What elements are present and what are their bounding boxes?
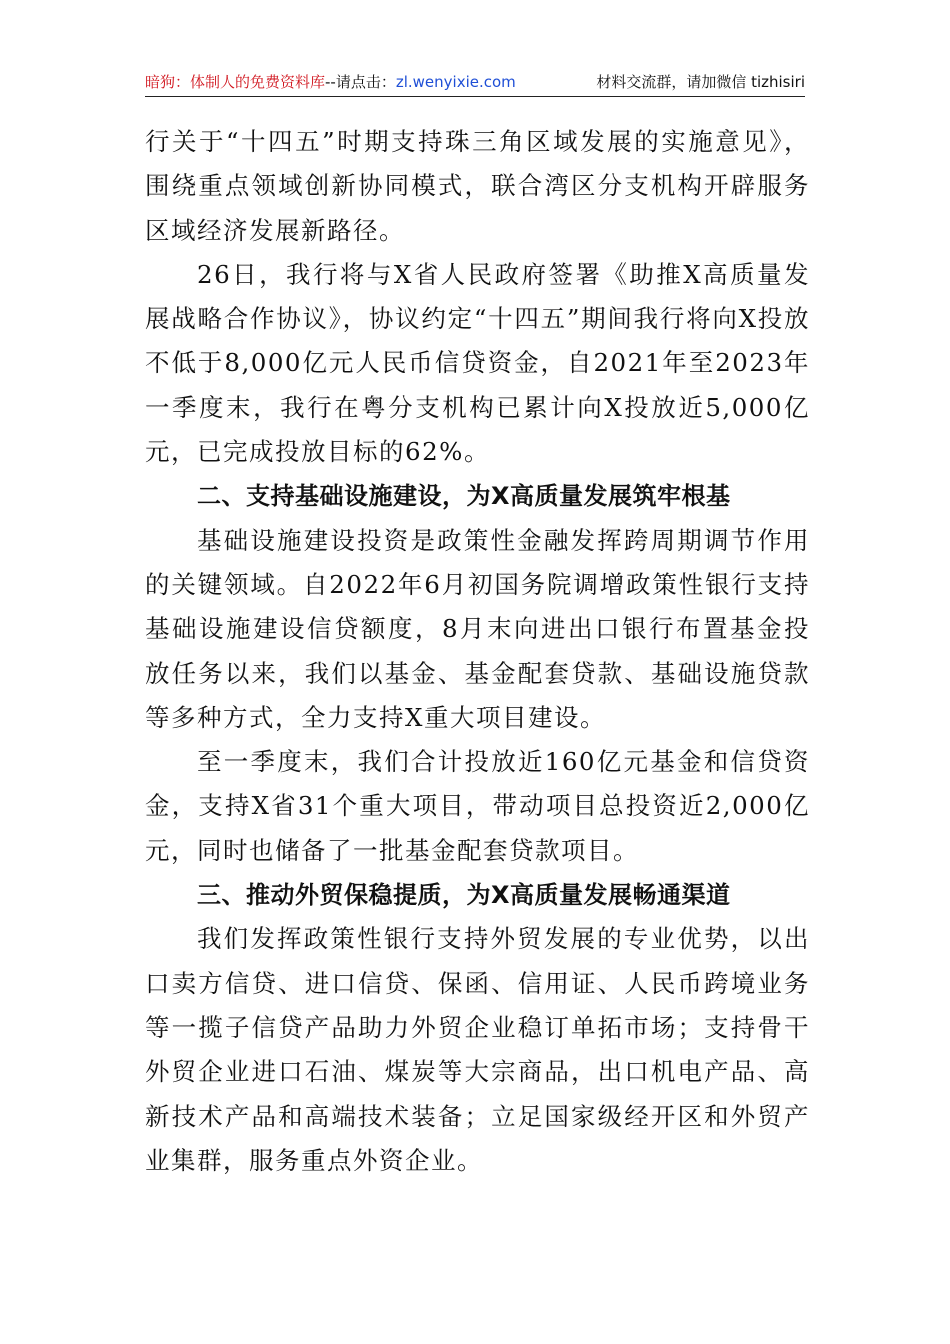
page-header [145, 70, 805, 94]
section-heading-trade: 三、推动外贸保稳提质，为X高质量发展畅通渠道 [197, 881, 731, 910]
header-brand: 暗狗：体制人的免费资料库 [145, 73, 326, 91]
paragraph-trade: 我们发挥政策性银行支持外贸发展的专业优势，以出口卖方信贷、进口信贷、保函、信用证、人民币跨境业务等一揽子信贷产品助力外贸企业稳订单拓市场；支持骨干外贸企业进口石油、煤炭等大宗商品，出口机电产品、高新技术产品和高端技术装备；立足国家级经开区和外贸产业集群，服务重点外资企业。 [145, 924, 810, 1175]
paragraph-investment: 至一季度末，我们合计投放近160亿元基金和信贷资金，支持X省31个重大项目，带动项目总投资近2,000亿元，同时也储备了一批基金配套贷款项目。 [145, 747, 810, 865]
document-body [145, 120, 810, 1183]
paragraph-agreement: 26日，我行将与X省人民政府签署《助推X高质量发展战略合作协议》，协议约定“十四五”期间我行将向X投放不低于8,000亿元人民币信贷资金，自2021年至2023年一季度末，我行在粤分支机构已累计向X投放近5,000亿元，已完成投放目标的62%。 [145, 259, 810, 467]
section-heading-infrastructure: 二、支持基础设施建设，为X高质量发展筑牢根基 [197, 482, 731, 511]
header-divider [145, 96, 805, 97]
header-link[interactable]: zl.wenyixie.com [395, 73, 516, 91]
paragraph-continuation: 行关于“十四五”时期支持珠三角区域发展的实施意见》，围绕重点领域创新协同模式，联合湾区分支机构开辟服务区域经济发展新路径。 [145, 127, 810, 245]
header-group-note: 材料交流群，请加微信 tizhisiri [596, 73, 805, 91]
paragraph-infrastructure: 基础设施建设投资是政策性金融发挥跨周期调节作用的关键领域。自2022年6月初国务院调增政策性银行支持基础设施建设信贷额度，8月末向进出口银行布置基金投放任务以来，我们以基金、基金配套贷款、基础设施贷款等多种方式，全力支持X重大项目建设。 [145, 525, 810, 732]
header-prompt: --请点击： [325, 73, 396, 91]
